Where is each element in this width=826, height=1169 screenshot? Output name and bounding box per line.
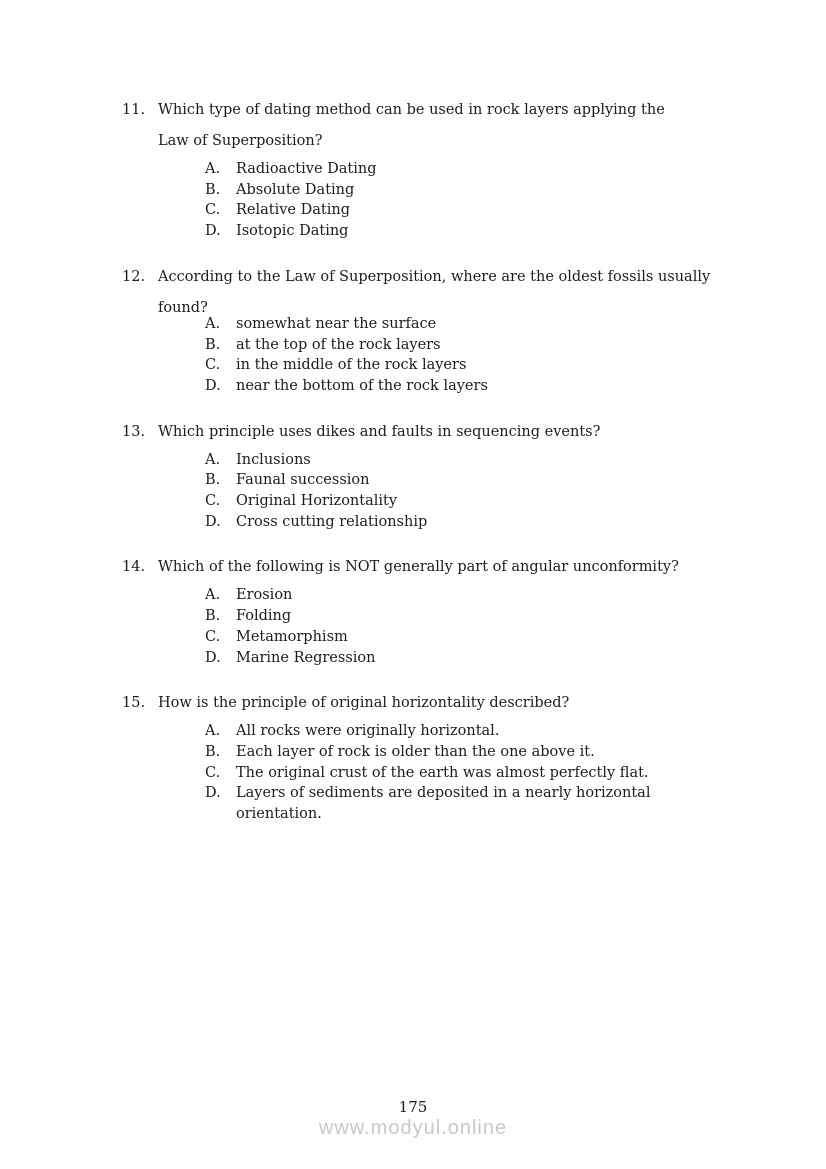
option-letter: A. [205, 587, 221, 604]
option-item [205, 376, 786, 397]
question-first-line [122, 552, 786, 583]
option-text: Isotopic Dating [236, 223, 349, 240]
option-item [205, 221, 786, 242]
question-text-line: found? [158, 299, 208, 316]
option-item [205, 648, 786, 669]
question-number: 13. [122, 423, 146, 440]
question-text-line: Which type of dating method can be used in rock layers applying the [158, 102, 665, 118]
option-letter: A. [205, 723, 221, 740]
option-text: somewhat near the surface [236, 315, 437, 332]
question-13 [122, 417, 786, 533]
option-letter: C. [205, 628, 221, 645]
option-letter: B. [205, 336, 221, 353]
question-head [122, 417, 786, 448]
question-14 [122, 552, 786, 668]
option-letter: D. [205, 223, 221, 240]
question-first-line [122, 95, 786, 126]
question-15 [122, 688, 786, 825]
option-text: in the middle of the rock layers [236, 357, 467, 374]
option-item [205, 450, 786, 471]
option-item [205, 491, 786, 512]
option-letter: A. [205, 315, 221, 332]
option-item [205, 180, 786, 201]
question-first-line [122, 417, 786, 448]
option-text: Erosion [236, 587, 293, 604]
option-item [205, 314, 786, 335]
question-first-line [122, 688, 786, 719]
question-text-line: Which principle uses dikes and faults in sequencing events? [158, 423, 601, 440]
question-text-line: Which of the following is NOT generally part of angular unconformity? [158, 559, 679, 576]
question-number: 14. [122, 559, 146, 576]
option-text: Folding [236, 608, 292, 625]
options-list [205, 159, 786, 242]
option-text: Radioactive Dating [236, 161, 377, 177]
question-head [122, 552, 786, 583]
options-list [205, 585, 786, 668]
option-item [205, 742, 786, 763]
option-text-line: orientation. [236, 806, 322, 823]
option-item [205, 783, 786, 824]
option-text: Cross cutting relationship [236, 513, 428, 530]
page-number: 175 [398, 1098, 428, 1116]
option-letter: C. [205, 493, 221, 510]
option-letter: C. [205, 357, 221, 374]
option-letter: B. [205, 181, 221, 198]
option-text: Absolute Dating [236, 181, 355, 198]
option-text: Metamorphism [236, 628, 348, 645]
question-12 [122, 262, 786, 397]
question-number: 15. [122, 695, 146, 712]
question-text-line: According to the Law of Superposition, where are the oldest fossils usually [158, 268, 711, 285]
option-item [205, 335, 786, 356]
option-letter: B. [205, 743, 221, 760]
option-text: All rocks were originally horizontal. [236, 723, 500, 740]
option-text: Relative Dating [236, 202, 350, 219]
options-list [205, 314, 786, 397]
option-letter: B. [205, 472, 221, 489]
option-letter: B. [205, 608, 221, 625]
option-item [205, 721, 786, 742]
option-text [236, 783, 650, 824]
option-letter: C. [205, 764, 221, 781]
option-letter: A. [205, 451, 221, 468]
option-item [205, 763, 786, 784]
option-text: at the top of the rock layers [236, 336, 441, 353]
option-letter: D. [205, 513, 221, 530]
option-item [205, 470, 786, 491]
option-letter: D. [205, 785, 221, 802]
question-first-line [122, 262, 786, 293]
question-head [122, 688, 786, 719]
option-text: Inclusions [236, 451, 311, 468]
question-number: 11. [122, 102, 146, 118]
option-text: Original Horizontality [236, 493, 398, 510]
question-number: 12. [122, 268, 146, 285]
option-item [205, 512, 786, 533]
option-text: Marine Regression [236, 649, 376, 666]
question-text-line: How is the principle of original horizontality described? [158, 695, 570, 712]
option-text: Faunal succession [236, 472, 370, 489]
option-item [205, 627, 786, 648]
option-text: Each layer of rock is older than the one above it. [236, 743, 595, 760]
option-text-line: Layers of sediments are deposited in a nearly horizontal [236, 785, 651, 802]
option-letter: A. [205, 161, 221, 177]
option-item [205, 355, 786, 376]
option-letter: C. [205, 202, 221, 219]
option-item [205, 606, 786, 627]
option-item [205, 159, 786, 180]
options-list [205, 450, 786, 533]
question-11 [122, 95, 786, 242]
option-item [205, 200, 786, 221]
question-head [122, 95, 786, 157]
option-letter: D. [205, 377, 221, 394]
option-text: near the bottom of the rock layers [236, 377, 488, 394]
watermark-text: www.modyul.online [318, 1117, 508, 1139]
option-item [205, 585, 786, 606]
question-text-line: Law of Superposition? [158, 133, 323, 149]
option-letter: D. [205, 649, 221, 666]
options-list [205, 721, 786, 825]
option-text: The original crust of the earth was almost perfectly flat. [236, 764, 649, 781]
